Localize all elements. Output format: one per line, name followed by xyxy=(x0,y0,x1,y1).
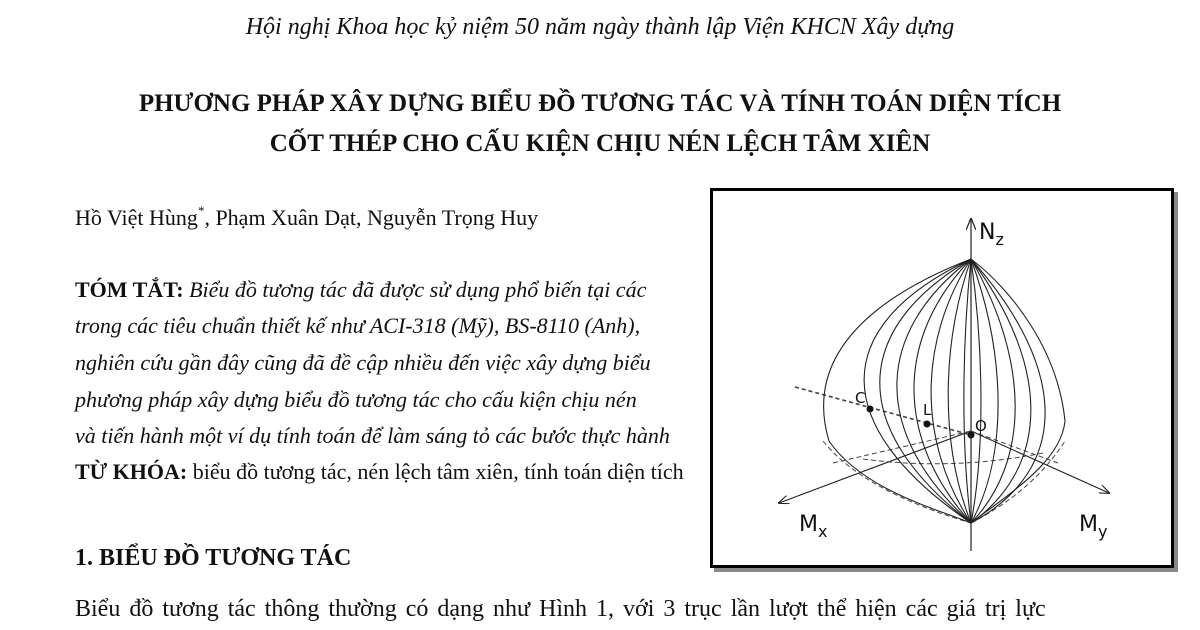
point-c-label: C xyxy=(855,389,866,407)
abstract-label: TÓM TẮT: xyxy=(75,277,184,302)
point-o-label: O xyxy=(975,417,987,435)
keywords-label: TỪ KHÓA: xyxy=(75,459,188,484)
corresponding-author-mark: * xyxy=(197,203,205,218)
section-heading: 1. BIỂU ĐỒ TƯƠNG TÁC xyxy=(75,545,352,571)
point-c-marker xyxy=(867,406,874,413)
point-l-marker xyxy=(924,421,931,428)
abstract-line-1 xyxy=(75,277,646,303)
abstract-line-4: phương pháp xây dựng biểu đồ tương tác cho cấu kiện chịu nén xyxy=(75,387,637,412)
abstract-line-5: và tiến hành một ví dụ tính toán để làm sáng tỏ các bước thực hành xyxy=(75,423,670,448)
abstract-line-3: nghiên cứu gần đây cũng đã đề cập nhiều đến việc xây dựng biểu xyxy=(75,350,651,375)
point-l-label: L xyxy=(923,401,932,419)
surface-meridian-curve xyxy=(971,259,998,523)
surface-meridian-curve xyxy=(971,259,981,523)
base-dashed-curve xyxy=(971,441,1065,523)
surface-meridian-curve xyxy=(964,259,971,523)
surface-meridian-curve xyxy=(931,259,971,523)
surface-meridian-curve xyxy=(971,259,1045,523)
keywords-text: biểu đồ tương tác, nén lệch tâm xiên, tính toán diện tích xyxy=(192,459,684,484)
point-o-marker xyxy=(968,432,975,439)
keywords-line xyxy=(75,459,684,485)
abstract-line-2: trong các tiêu chuẩn thiết kế như ACI-318 (Mỹ), BS-8110 (Anh), xyxy=(75,313,641,338)
first-author: Hồ Việt Hùng xyxy=(75,205,198,230)
load-eccentricity-line xyxy=(795,387,971,435)
my-axis-label: $M_y$ xyxy=(1079,512,1108,541)
co-authors: , Phạm Xuân Dạt, Nguyễn Trọng Huy xyxy=(204,205,539,230)
base-dashed-line xyxy=(971,431,1058,463)
paper-title-line-2: CỐT THÉP CHO CẤU KIỆN CHỊU NÉN LỆCH TÂM XIÊN xyxy=(269,130,931,157)
mx-axis-label: $M_x$ xyxy=(799,512,828,541)
abstract-text-1: Biểu đồ tương tác đã được sử dụng phổ biến tại các xyxy=(189,277,647,302)
surface-meridian-curve xyxy=(971,259,1015,523)
conference-header: Hội nghị Khoa học kỷ niệm 50 năm ngày thành lập Viện KHCN Xây dựng xyxy=(245,14,955,40)
surface-meridian-curve xyxy=(914,259,971,523)
my-axis xyxy=(971,431,1109,493)
mx-axis xyxy=(779,431,971,503)
body-text-line: Biểu đồ tương tác thông thường có dạng như Hình 1, với 3 trục lần lượt thể hiện các giá trị lực xyxy=(75,596,1046,622)
paper-title-line-1: PHƯƠNG PHÁP XÂY DỰNG BIỂU ĐỒ TƯƠNG TÁC VÀ TÍNH TOÁN DIỆN TÍCH xyxy=(138,90,1062,117)
nz-axis-label: $N_z$ xyxy=(979,220,1004,249)
interaction-surface-diagram xyxy=(713,191,1171,565)
interaction-diagram-figure xyxy=(710,188,1174,568)
author-list xyxy=(75,205,538,231)
